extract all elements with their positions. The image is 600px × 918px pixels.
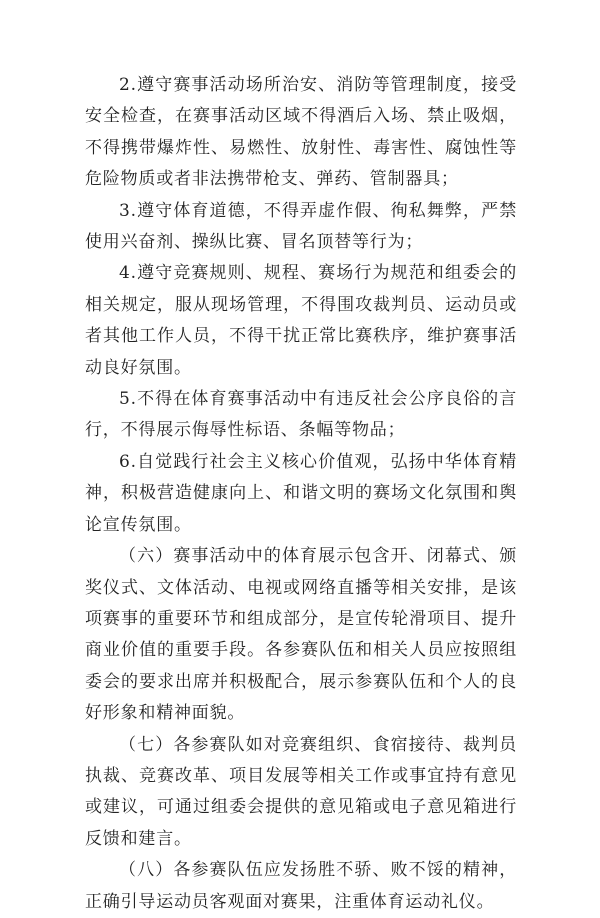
paragraph-rule-5: 5.不得在体育赛事活动中有违反社会公序良俗的言行，不得展示侮辱性标语、条幅等物品； bbox=[85, 389, 517, 441]
document-body bbox=[85, 70, 517, 918]
paragraph-rule-2: 2.遵守赛事活动场所治安、消防等管理制度，接受安全检查，在赛事活动区域不得酒后入场、禁止吸烟，不得携带爆炸性、易燃性、放射性、毒害性、腐蚀性等危险物质或者非法携带枪支、弹药、管制器具； bbox=[85, 75, 517, 190]
paragraph-section-8: （八）各参赛队伍应发扬胜不骄、败不馁的精神，正确引导运动员客观面对赛果，注重体育运动礼仪。 bbox=[85, 860, 517, 912]
paragraph-section-7: （七）各参赛队如对竞赛组织、食宿接待、裁判员执裁、竞赛改革、项目发展等相关工作或事宜持有意见或建议，可通过组委会提供的意见箱或电子意见箱进行反馈和建言。 bbox=[85, 734, 517, 849]
paragraph-rule-3: 3.遵守体育道德，不得弄虚作假、徇私舞弊，严禁使用兴奋剂、操纵比赛、冒名顶替等行为； bbox=[85, 200, 517, 253]
paragraph-rule-4: 4.遵守竞赛规则、规程、赛场行为规范和组委会的相关规定，服从现场管理，不得围攻裁判员、运动员或者其他工作人员，不得干扰正常比赛秩序，维护赛事活动良好氛围。 bbox=[85, 263, 517, 378]
paragraph-section-6: （六）赛事活动中的体育展示包含开、闭幕式、颁奖仪式、文体活动、电视或网络直播等相关安排，是该项赛事的重要环节和组成部分，是宣传轮滑项目、提升商业价值的重要手段。各参赛队伍和相关人员应按照组委会的要求出席并积极配合，展示参赛队伍和个人的良好形象和精神面貌。 bbox=[85, 546, 517, 724]
paragraph-rule-6: 6.自觉践行社会主义核心价值观，弘扬中华体育精神，积极营造健康向上、和谐文明的赛场文化氛围和舆论宣传氛围。 bbox=[85, 451, 517, 535]
